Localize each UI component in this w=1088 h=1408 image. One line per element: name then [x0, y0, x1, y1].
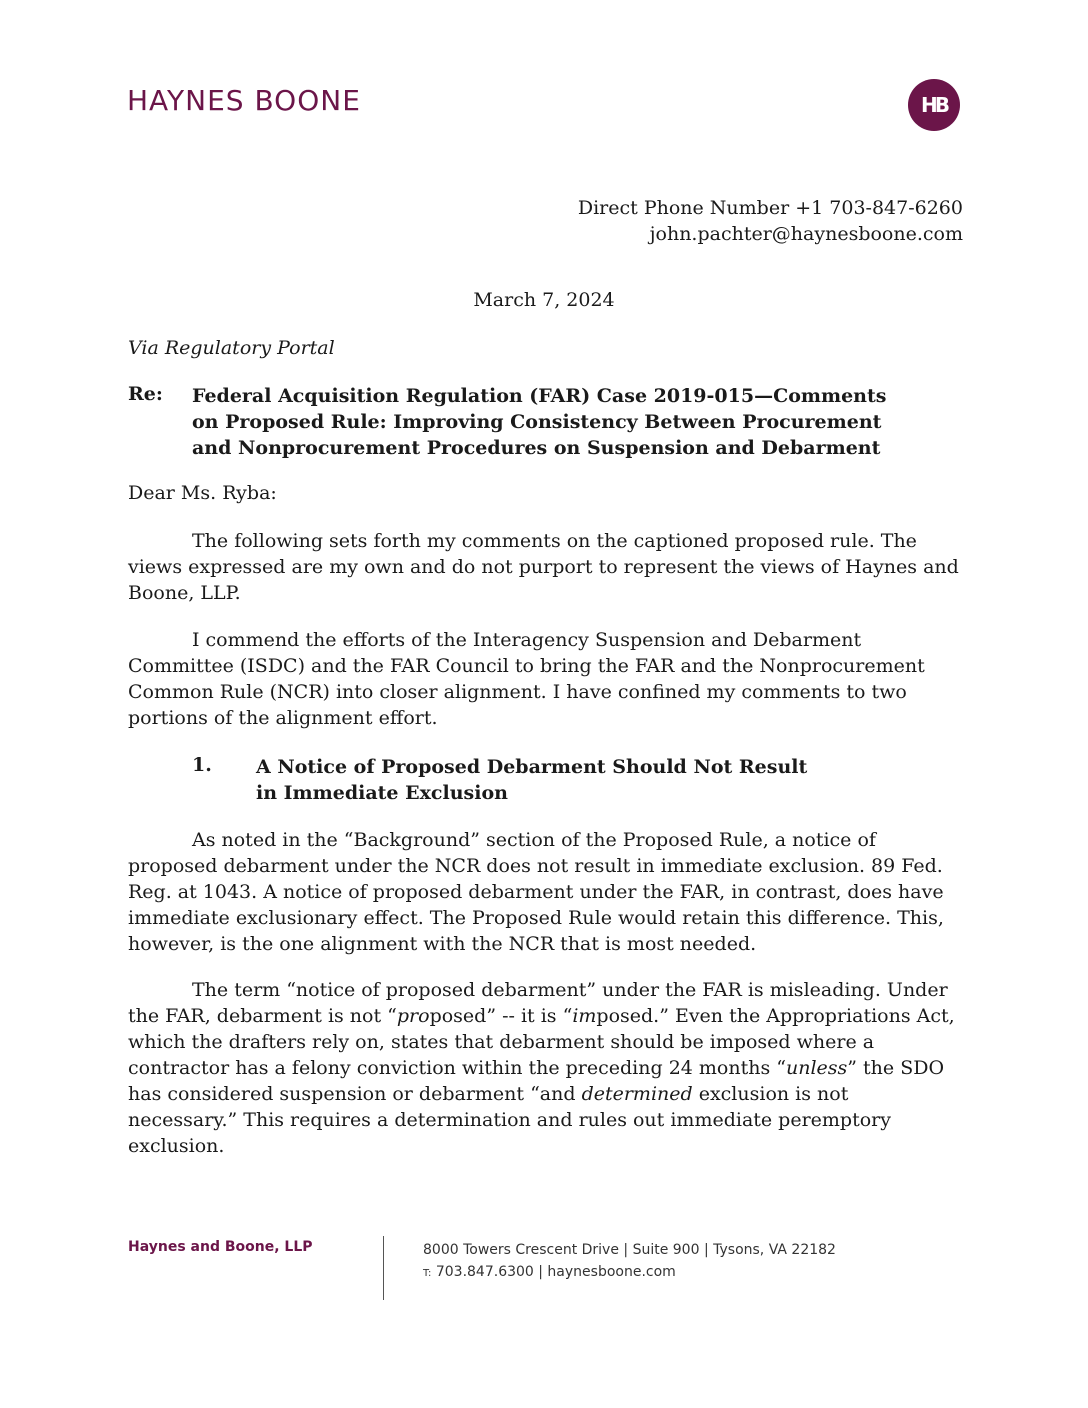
footer-phone-web: T: 703.847.6300 | haynesboone.com — [423, 1264, 676, 1280]
firm-logo-wordmark: HAYNES BOONE — [127, 84, 361, 117]
footer-address: 8000 Towers Crescent Drive | Suite 900 | Tysons, VA 22182 — [423, 1242, 836, 1258]
footer-address-block — [423, 1239, 836, 1285]
section-heading: A Notice of Proposed Debarment Should Not Result in Immediate Exclusion — [256, 756, 808, 804]
body-paragraph-2: I commend the efforts of the Interagency Suspension and Debarment Committee (ISDC) and the FAR Council to bring the FAR and the Nonprocurement Common Rule (NCR) into closer alignment. I have confined my comments to two portions of the alignment effort. — [128, 629, 925, 729]
re-subject: Federal Acquisition Regulation (FAR) Case 2019-015—Comments on Proposed Rule: Improving Consistency Between Procurement and Nonprocurement Procedures on Suspension and Debarment — [192, 385, 887, 459]
direct-phone: Direct Phone Number +1 703-847-6260 — [577, 197, 963, 219]
salutation: Dear Ms. Ryba: — [128, 482, 277, 504]
sender-email: john.pachter@haynesboone.com — [649, 223, 963, 245]
body-paragraph-1: The following sets forth my comments on the captioned proposed rule. The views expressed are my own and do not purport to represent the views of Haynes and Boone, LLP. — [128, 530, 959, 604]
section-number: 1. — [192, 754, 212, 776]
footer-firm-name: Haynes and Boone, LLP — [128, 1239, 313, 1255]
sender-contact — [578, 195, 963, 247]
body-paragraph-3: As noted in the “Background” section of the Proposed Rule, a notice of proposed debarment under the NCR does not result in immediate exclusion. 89 Fed. Reg. at 1043. A notice of proposed debarment under the FAR, in contrast, does have immediate exclusionary effect. The Proposed Rule would retain this difference. This, however, is the one alignment with the NCR that is most needed. — [128, 829, 944, 955]
delivery-method: Via Regulatory Portal — [128, 337, 335, 359]
footer-divider — [383, 1236, 384, 1300]
firm-monogram-logo: HB — [908, 79, 960, 131]
letter-date: March 7, 2024 — [473, 289, 615, 311]
body-paragraph-4: The term “notice of proposed debarment” under the FAR is misleading. Under the FAR, debarment is not “proposed” -- it is “imposed.” Even the Appropriations Act, which the drafters rely on, states that debarment should be imposed where a contractor has a felony conviction within the preceding 24 months “unless” the SDO has considered suspension or debarment “and determined exclusion is not necessary.” This requires a determination and rules out immediate peremptory exclusion. — [128, 979, 955, 1157]
re-label: Re: — [128, 383, 163, 405]
